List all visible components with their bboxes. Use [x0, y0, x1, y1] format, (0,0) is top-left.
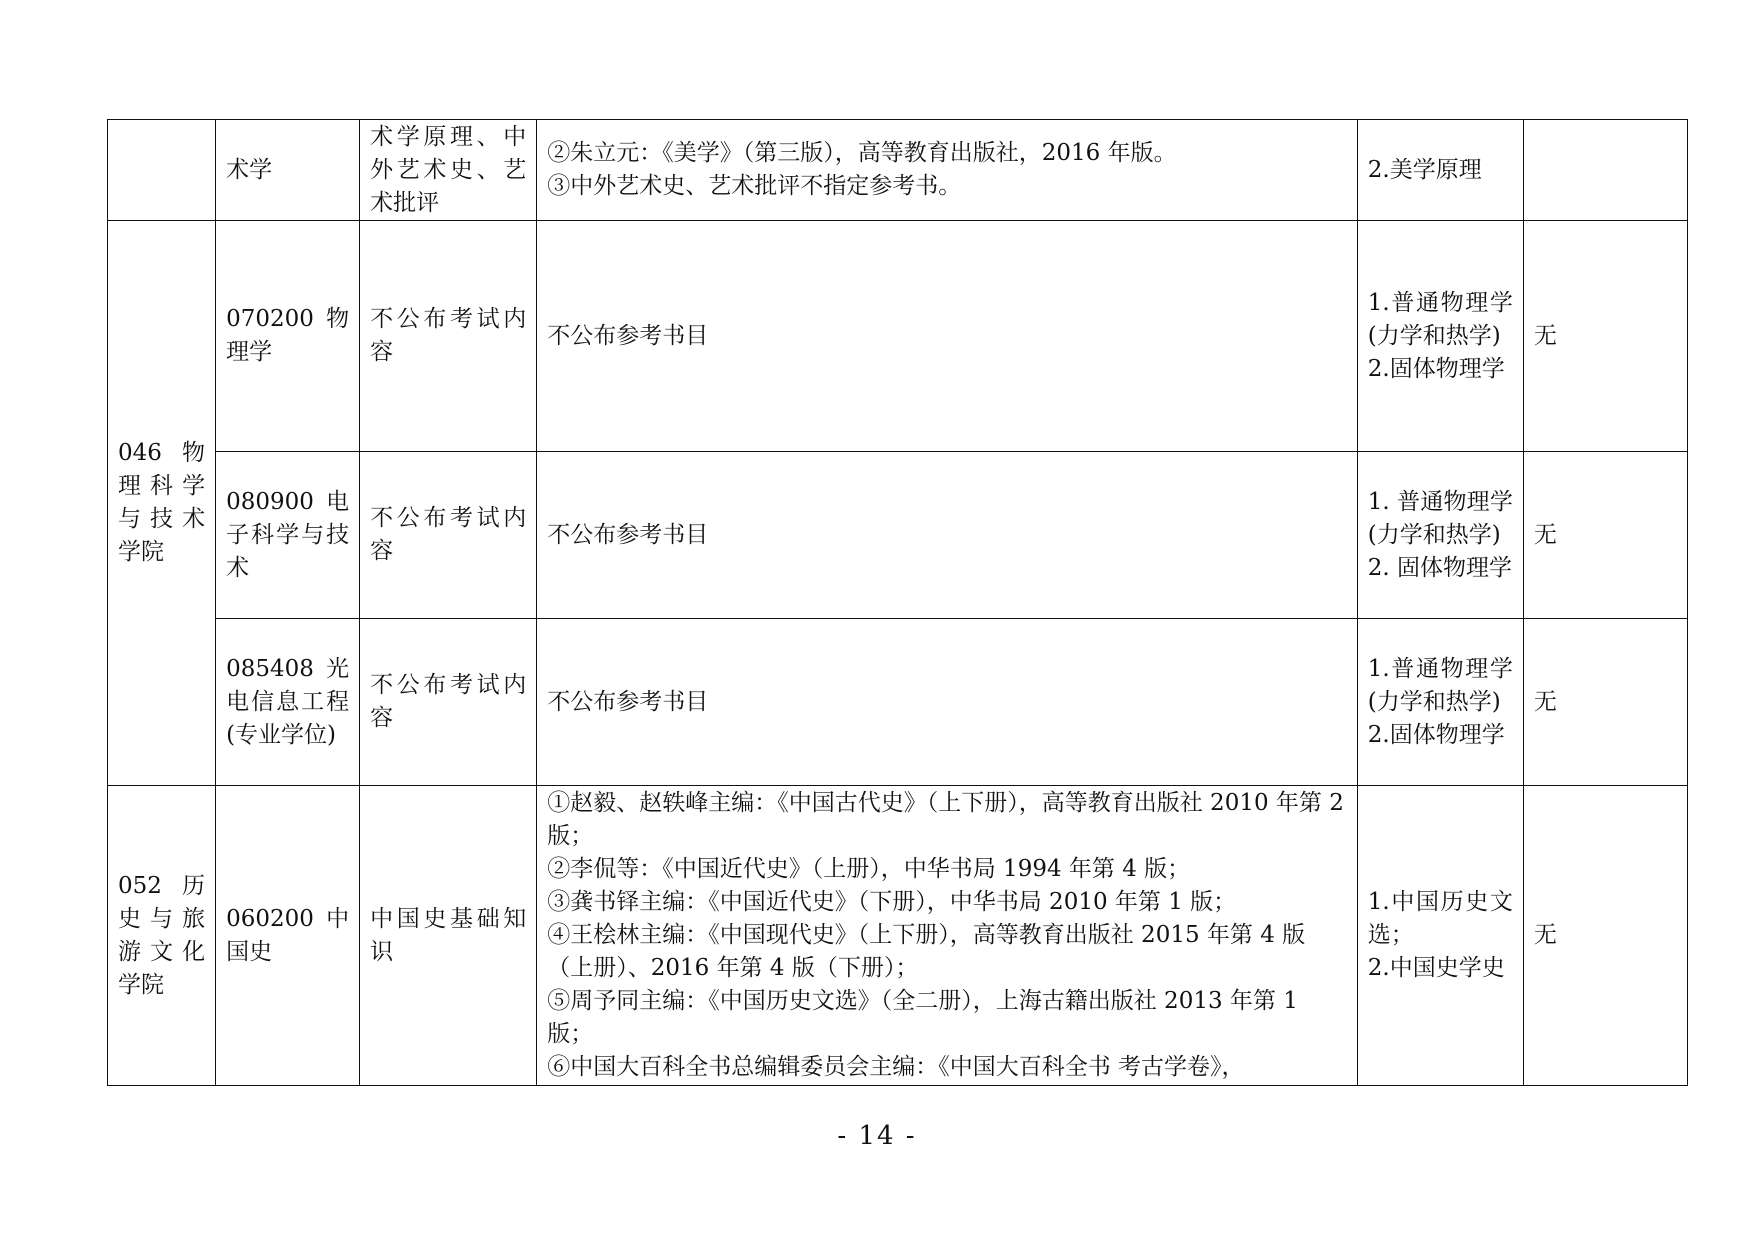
retest-cell: 1.普通物理学(力学和热学) 2.固体物理学 — [1357, 221, 1523, 452]
school-cell: 046 物理科学与技术学院 — [108, 221, 216, 786]
major-cell: 术学 — [216, 120, 360, 221]
school-cell — [108, 120, 216, 221]
reference-cell — [537, 786, 1358, 1086]
page-number: - 14 - — [837, 1121, 917, 1151]
reference-item: ②李侃等：《中国近代史》（上册），中华书局 1994 年第 4 版； — [547, 856, 1191, 882]
table-row — [108, 221, 1688, 452]
reference-item: ①赵毅、赵轶峰主编：《中国古代史》（上下册），高等教育出版社 2010 年第 2 版； — [547, 790, 1344, 849]
school-cell: 052 历史与旅游文化学院 — [108, 786, 216, 1086]
major-cell: 070200 物理学 — [216, 221, 360, 452]
table-row — [108, 120, 1688, 221]
exam-cell: 中国史基础知识 — [360, 786, 537, 1086]
reference-cell: 不公布参考书目 — [537, 619, 1358, 786]
reference-item: ⑤周予同主编：《中国历史文选》（全二册），上海古籍出版社 2013 年第 1 版； — [547, 988, 1298, 1047]
additional-cell: 无 — [1523, 619, 1687, 786]
reference-item: ③龚书铎主编：《中国近代史》（下册），中华书局 2010 年第 1 版； — [547, 889, 1237, 915]
additional-cell: 无 — [1523, 452, 1687, 619]
table-row — [108, 786, 1688, 1086]
reference-item: ③中外艺术史、艺术批评不指定参考书。 — [547, 173, 962, 199]
retest-cell: 1.普通物理学(力学和热学) 2.固体物理学 — [1357, 619, 1523, 786]
exam-cell: 不公布考试内容 — [360, 452, 537, 619]
admissions-table — [107, 119, 1688, 1086]
retest-cell: 2.美学原理 — [1357, 120, 1523, 221]
major-cell: 080900 电子科学与技术 — [216, 452, 360, 619]
additional-cell: 无 — [1523, 786, 1687, 1086]
major-cell: 060200 中国史 — [216, 786, 360, 1086]
reference-item: ②朱立元：《美学》（第三版），高等教育出版社，2016 年版。 — [547, 140, 1177, 166]
retest-cell: 1.中国历史文选； 2.中国史学史 — [1357, 786, 1523, 1086]
additional-cell: 无 — [1523, 221, 1687, 452]
table-row — [108, 619, 1688, 786]
reference-cell: 不公布参考书目 — [537, 452, 1358, 619]
exam-cell: 不公布考试内容 — [360, 619, 537, 786]
additional-cell — [1523, 120, 1687, 221]
reference-cell — [537, 120, 1358, 221]
table-row — [108, 452, 1688, 619]
exam-cell: 不公布考试内容 — [360, 221, 537, 452]
reference-cell: 不公布参考书目 — [537, 221, 1358, 452]
reference-item: ⑥中国大百科全书总编辑委员会主编：《中国大百科全书 考古学卷》， — [547, 1054, 1245, 1080]
retest-cell: 1. 普通物理学(力学和热学) 2. 固体物理学 — [1357, 452, 1523, 619]
major-cell: 085408 光电信息工程(专业学位) — [216, 619, 360, 786]
reference-item: ④王桧林主编：《中国现代史》（上下册），高等教育出版社 2015 年第 4 版（上册）、2016 年第 4 版（下册）； — [547, 922, 1306, 981]
exam-cell: 术学原理、中外艺术史、艺术批评 — [360, 120, 537, 221]
